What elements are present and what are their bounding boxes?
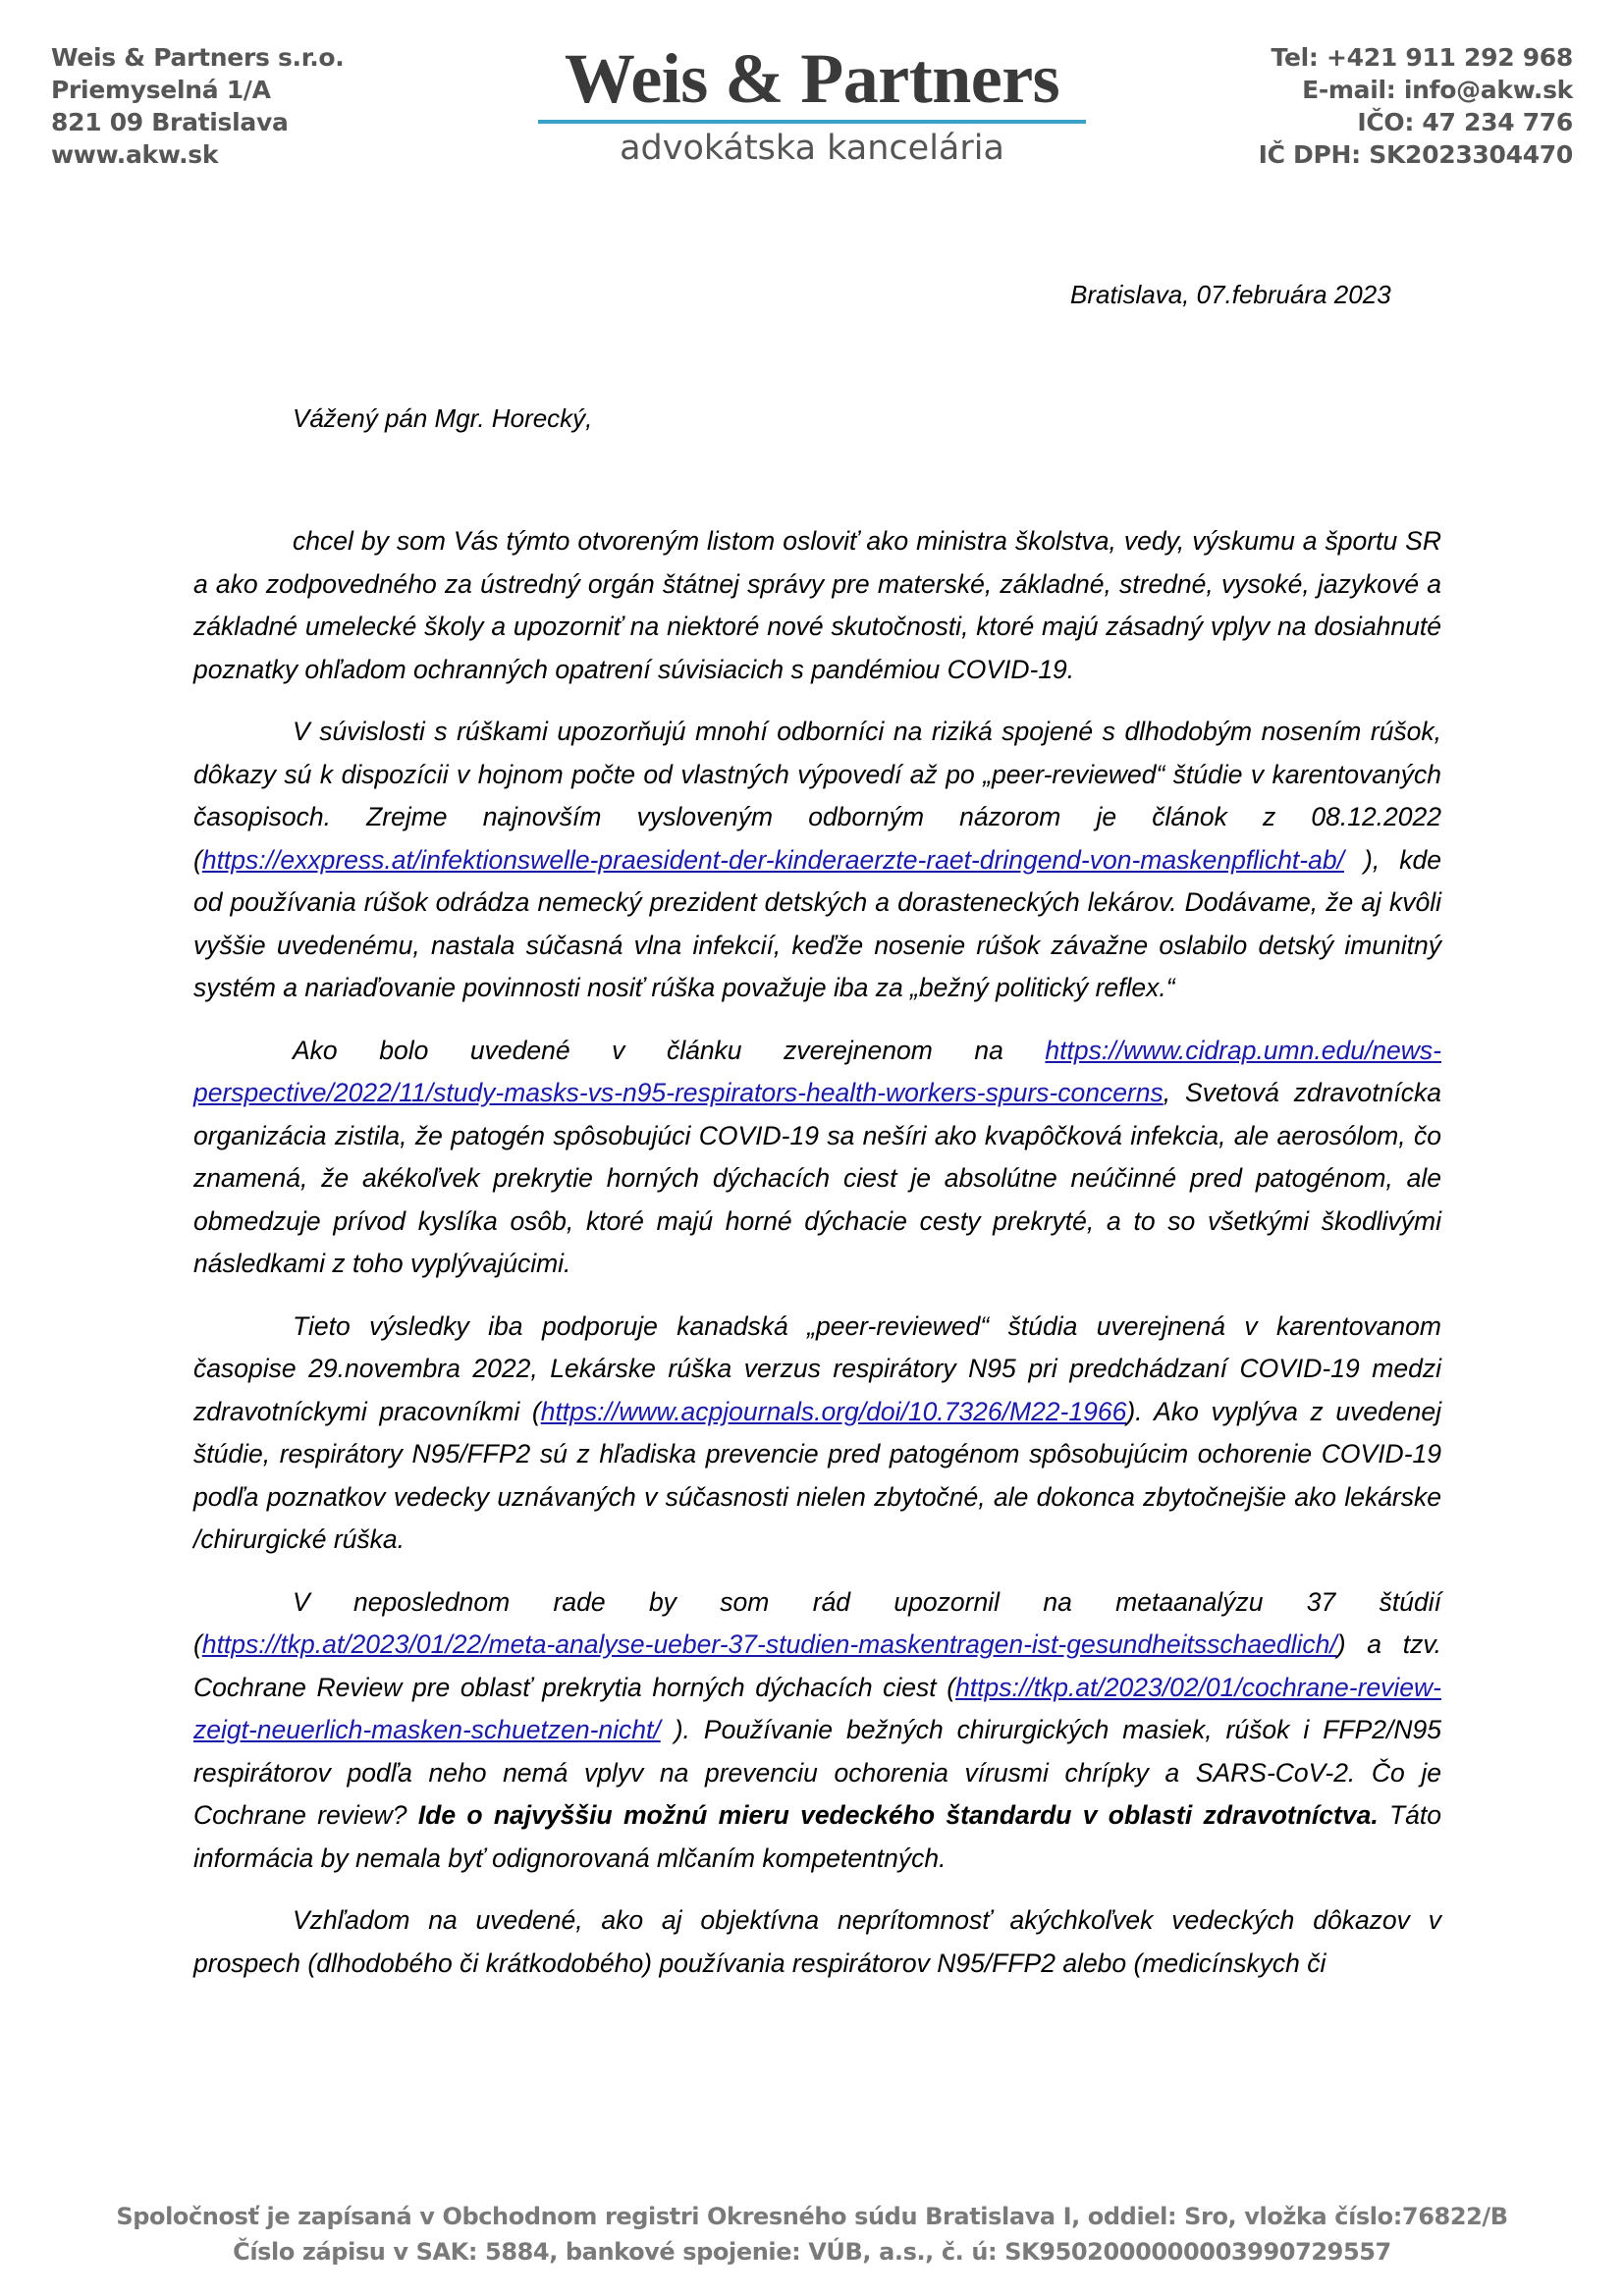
company-website: www.akw.sk bbox=[51, 140, 219, 169]
paragraph-4 bbox=[193, 1306, 1441, 1562]
salutation: Vážený pán Mgr. Horecký, bbox=[293, 403, 593, 433]
paragraph-1: chcel by som Vás týmto otvoreným listom osloviť ako ministra školstva, vedy, výskumu a športu SR a ako zodpovedného za ústredný orgán štátnej správy pre materské, základné, stredné, vysoké, jazykové a základné umelecké školy a upozorniť na niektoré nové skutočnosti, ktoré majú zásadný vplyv na dosiahnuté poznatky ohľadom ochranných opatrení súvisiacich s pandémiou COVID-19. bbox=[193, 526, 1441, 684]
logo-name: Weis & Partners bbox=[564, 39, 1060, 118]
footer-registry-line: Spoločnosť je zapísaná v Obchodnom registri Okresného súdu Bratislava I, oddiel: Sro, vložka číslo:76822/B bbox=[116, 2203, 1508, 2230]
paragraph-2-text-1: V súvislosti s rúškami upozorňujú mnohí odborníci na riziká spojené s dlhodobým nosením rúšok, dôkazy sú k dispozícii v hojnom počte od vlastných výpovedí až po „peer-reviewed“ štúdie v karentovaných časopisoch. Zrejme najnovším vysloveným odborným názorom je článok z 08.12.2022 ( bbox=[193, 717, 1441, 875]
footer-bank-line: Číslo zápisu v SAK: 5884, bankové spojenie: VÚB, a.s., č. ú: SK9502000000003990729557 bbox=[233, 2238, 1391, 2266]
company-ico: IČO: 47 234 776 bbox=[1357, 108, 1573, 136]
paragraph-6: Vzhľadom na uvedené, ako aj objektívna neprítomnosť akýchkoľvek vedeckých dôkazov v prospech (dlhodobého či krátkodobého) používania respirátorov N95/FFP2 alebo (medicínskych či bbox=[193, 1905, 1441, 1978]
company-email: E-mail: info@akw.sk bbox=[1302, 76, 1573, 104]
exxpress-article-link[interactable]: https://exxpress.at/infektionswelle-praesident-der-kinderaerzte-raet-dringend-von-maskenpflicht-ab/ bbox=[201, 844, 1344, 875]
paragraph-4-text-1: Tieto výsledky iba podporuje kanadská „peer-reviewed“ štúdia uverejnená v karentovanom časopise 29.novembra 2022, Lekárske rúška verzus respirátory N95 pri predchádzaní COVID-19 medzi zdravotníckymi pracovníkmi ( bbox=[193, 1310, 1441, 1426]
company-vat-id: IČ DPH: SK2023304470 bbox=[1258, 140, 1573, 169]
paragraph-3-text-2: , Svetová zdravotnícka organizácia zistila, že patogén spôsobujúci COVID-19 sa nešíri ako kvapôčková infekcia, ale aerosólom, čo znamená, že akékoľvek prekrytie horných dýchacích ciest je absolútne neúčinné pred patogénom, ale obmedzuje prívod kyslíka osôb, ktoré majú horné dýchacie cesty prekryté, a to so všetkými škodlivými následkami z toho vyplývajúcimi. bbox=[193, 1078, 1441, 1278]
company-street: Priemyselná 1/A bbox=[51, 76, 271, 104]
paragraph-2-text-2: ), kde od používania rúšok odrádza nemecký prezident detských a dorasteneckých lekárov. Dodávame, že aj kvôli vyššie uvedenému, nastala súčasná vlna infekcií, keďže nosenie rúšok závažne oslabilo detský imunitný systém a nariaďovanie povinnosti nosiť rúška považuje iba za „bežný politický reflex.“ bbox=[193, 844, 1441, 1002]
paragraph-3 bbox=[193, 1030, 1441, 1286]
company-logo bbox=[530, 39, 1094, 173]
company-phone: Tel: +421 911 292 968 bbox=[1271, 43, 1573, 72]
letter-date: Bratislava, 07.februára 2023 bbox=[1070, 280, 1391, 309]
cidrap-article-link[interactable]: https://www.cidrap.umn.edu/news-perspective/2022/11/study-masks-vs-n95-respirators-health-workers-spurs-concerns bbox=[193, 1035, 1441, 1107]
paragraph-5-text-3: ). Používanie bežných chirurgických masiek, rúšok i FFP2/N95 respirátorov podľa neho nemá vplyv na prevenciu ochorenia vírusmi chrípky a SARS-CoV-2. Čo je Cochrane review? bbox=[193, 1715, 1441, 1830]
letter-body bbox=[193, 520, 1441, 2004]
paragraph-5-text-4: Táto informácia by nemala byť odignorovaná mlčaním kompetentných. bbox=[193, 1800, 1442, 1873]
company-name: Weis & Partners s.r.o. bbox=[51, 43, 345, 72]
paragraph-5-bold-statement: Ide o najvyššiu možnú mieru vedeckého štandardu v oblasti zdravotníctva. bbox=[417, 1800, 1379, 1830]
cochrane-review-link[interactable]: https://tkp.at/2023/02/01/cochrane-review-zeigt-neuerlich-masken-schuetzen-nicht/ bbox=[193, 1672, 1441, 1744]
paragraph-5 bbox=[193, 1581, 1441, 1881]
paragraph-2 bbox=[193, 711, 1441, 1010]
paragraph-4-text-2: ). Ako vyplýva z uvedenej štúdie, respirátory N95/FFP2 sú z hľadiska prevencie pred patogénom spôsobujúcim ochorenie COVID-19 podľa poznatkov vedecky uznávaných v súčasnosti nielen zbytočné, ale dokonca zbytočnejšie ako lekárske /chirurgické rúška. bbox=[193, 1396, 1441, 1554]
paragraph-5-text-2: ) a tzv. Cochrane Review pre oblasť prekrytia horných dýchacích ciest ( bbox=[193, 1629, 1441, 1702]
logo-subtitle: advokátska kancelária bbox=[620, 129, 1004, 168]
registration-footer bbox=[0, 2199, 1624, 2269]
meta-analysis-link[interactable]: https://tkp.at/2023/01/22/meta-analyse-ueber-37-studien-maskentragen-ist-gesundheitsschaedlich/ bbox=[201, 1629, 1337, 1659]
company-contact-block bbox=[1259, 41, 1573, 171]
paragraph-5-text-1: V neposlednom rade by som rád upozornil na metaanalýzu 37 štúdií ( bbox=[193, 1586, 1441, 1659]
company-address-block bbox=[51, 41, 344, 171]
company-city: 821 09 Bratislava bbox=[51, 108, 289, 136]
acpjournals-study-link[interactable]: https://www.acpjournals.org/doi/10.7326/M22-1966 bbox=[540, 1396, 1127, 1426]
paragraph-3-text-1: Ako bolo uvedené v článku zverejnenom na bbox=[293, 1035, 1046, 1065]
